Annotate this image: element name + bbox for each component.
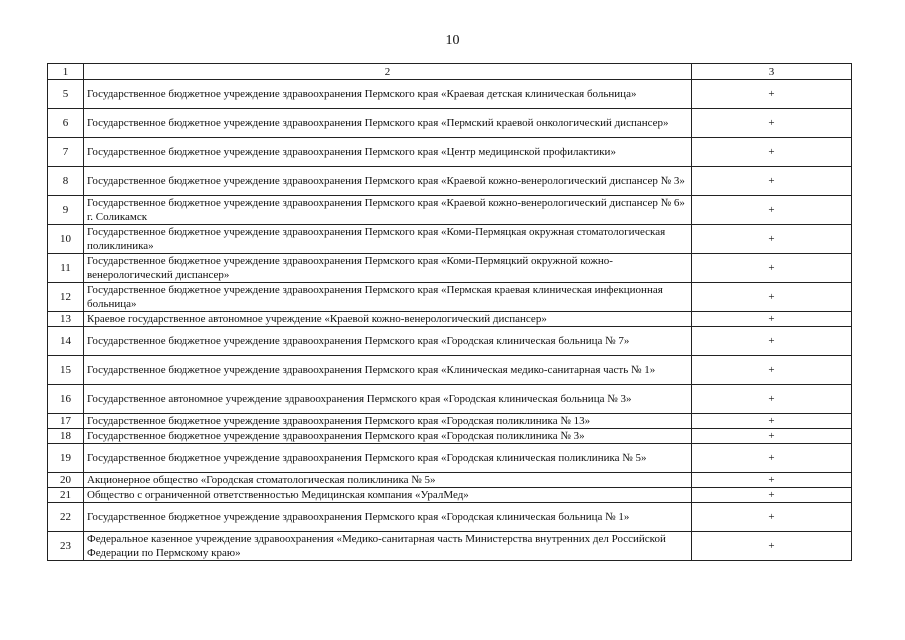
table-row xyxy=(48,414,852,429)
participation-mark-cell: + xyxy=(692,473,852,488)
participation-mark-cell: + xyxy=(692,312,852,327)
participation-mark-cell: + xyxy=(692,327,852,356)
participation-mark-cell: + xyxy=(692,254,852,283)
participation-mark-cell: + xyxy=(692,138,852,167)
participation-mark-cell: + xyxy=(692,488,852,503)
row-number-cell: 12 xyxy=(48,283,84,312)
organization-name-cell: Государственное бюджетное учреждение здравоохранения Пермского края «Краевой кожно-венерологический диспансер № 6» г. Соликамск xyxy=(84,196,692,225)
organization-name-cell: Государственное бюджетное учреждение здравоохранения Пермского края «Городская клиническая больница № 1» xyxy=(84,503,692,532)
row-number-cell: 16 xyxy=(48,385,84,414)
participation-mark-cell: + xyxy=(692,429,852,444)
row-number-cell: 13 xyxy=(48,312,84,327)
row-number-cell: 23 xyxy=(48,532,84,561)
organizations-table xyxy=(47,63,852,561)
row-number-cell: 20 xyxy=(48,473,84,488)
organization-name-cell: Государственное бюджетное учреждение здравоохранения Пермского края «Коми-Пермяцкая окружная стоматологическая поликлиника» xyxy=(84,225,692,254)
participation-mark-cell: + xyxy=(692,196,852,225)
row-number-cell: 6 xyxy=(48,109,84,138)
table-row xyxy=(48,109,852,138)
organization-name-cell: Государственное автономное учреждение здравоохранения Пермского края «Городская клиническая больница № 3» xyxy=(84,385,692,414)
table-row xyxy=(48,429,852,444)
row-number-cell: 9 xyxy=(48,196,84,225)
header-col-3: 3 xyxy=(692,64,852,80)
table-header-row xyxy=(48,64,852,80)
table-row xyxy=(48,225,852,254)
table-row xyxy=(48,444,852,473)
organization-name-cell: Государственное бюджетное учреждение здравоохранения Пермского края «Пермская краевая клиническая инфекционная больница» xyxy=(84,283,692,312)
table-row xyxy=(48,532,852,561)
table-row xyxy=(48,80,852,109)
participation-mark-cell: + xyxy=(692,356,852,385)
table-row xyxy=(48,312,852,327)
organization-name-cell: Общество с ограниченной ответственностью Медицинская компания «УралМед» xyxy=(84,488,692,503)
organization-name-cell: Государственное бюджетное учреждение здравоохранения Пермского края «Пермский краевой онкологический диспансер» xyxy=(84,109,692,138)
table-row xyxy=(48,327,852,356)
row-number-cell: 10 xyxy=(48,225,84,254)
row-number-cell: 17 xyxy=(48,414,84,429)
row-number-cell: 14 xyxy=(48,327,84,356)
row-number-cell: 22 xyxy=(48,503,84,532)
table-row xyxy=(48,503,852,532)
row-number-cell: 15 xyxy=(48,356,84,385)
table-row xyxy=(48,196,852,225)
row-number-cell: 18 xyxy=(48,429,84,444)
table-row xyxy=(48,473,852,488)
participation-mark-cell: + xyxy=(692,167,852,196)
participation-mark-cell: + xyxy=(692,80,852,109)
header-col-1: 1 xyxy=(48,64,84,80)
participation-mark-cell: + xyxy=(692,109,852,138)
header-col-2: 2 xyxy=(84,64,692,80)
row-number-cell: 19 xyxy=(48,444,84,473)
table-row xyxy=(48,138,852,167)
row-number-cell: 5 xyxy=(48,80,84,109)
participation-mark-cell: + xyxy=(692,283,852,312)
organization-name-cell: Федеральное казенное учреждение здравоохранения «Медико-санитарная часть Министерства внутренних дел Российской Федерации по Пермскому краю» xyxy=(84,532,692,561)
table-row xyxy=(48,283,852,312)
table-row xyxy=(48,254,852,283)
table-row xyxy=(48,488,852,503)
organization-name-cell: Государственное бюджетное учреждение здравоохранения Пермского края «Центр медицинской профилактики» xyxy=(84,138,692,167)
organization-name-cell: Акционерное общество «Городская стоматологическая поликлиника № 5» xyxy=(84,473,692,488)
participation-mark-cell: + xyxy=(692,385,852,414)
organization-name-cell: Государственное бюджетное учреждение здравоохранения Пермского края «Городская поликлиника № 3» xyxy=(84,429,692,444)
row-number-cell: 21 xyxy=(48,488,84,503)
table-row xyxy=(48,167,852,196)
organization-name-cell: Государственное бюджетное учреждение здравоохранения Пермского края «Клиническая медико-санитарная часть № 1» xyxy=(84,356,692,385)
page-number: 10 xyxy=(445,33,460,48)
participation-mark-cell: + xyxy=(692,532,852,561)
organization-name-cell: Государственное бюджетное учреждение здравоохранения Пермского края «Краевой кожно-венерологический диспансер № 3» xyxy=(84,167,692,196)
organization-name-cell: Государственное бюджетное учреждение здравоохранения Пермского края «Краевая детская клиническая больница» xyxy=(84,80,692,109)
participation-mark-cell: + xyxy=(692,503,852,532)
organization-name-cell: Государственное бюджетное учреждение здравоохранения Пермского края «Городская клиническая больница № 7» xyxy=(84,327,692,356)
participation-mark-cell: + xyxy=(692,444,852,473)
organization-name-cell: Краевое государственное автономное учреждение «Краевой кожно-венерологический диспансер» xyxy=(84,312,692,327)
organization-name-cell: Государственное бюджетное учреждение здравоохранения Пермского края «Коми-Пермяцкий окружной кожно-венерологический диспансер» xyxy=(84,254,692,283)
participation-mark-cell: + xyxy=(692,414,852,429)
organization-name-cell: Государственное бюджетное учреждение здравоохранения Пермского края «Городская поликлиника № 13» xyxy=(84,414,692,429)
participation-mark-cell: + xyxy=(692,225,852,254)
row-number-cell: 8 xyxy=(48,167,84,196)
row-number-cell: 11 xyxy=(48,254,84,283)
table-row xyxy=(48,356,852,385)
organization-name-cell: Государственное бюджетное учреждение здравоохранения Пермского края «Городская клиническая поликлиника № 5» xyxy=(84,444,692,473)
row-number-cell: 7 xyxy=(48,138,84,167)
table-row xyxy=(48,385,852,414)
